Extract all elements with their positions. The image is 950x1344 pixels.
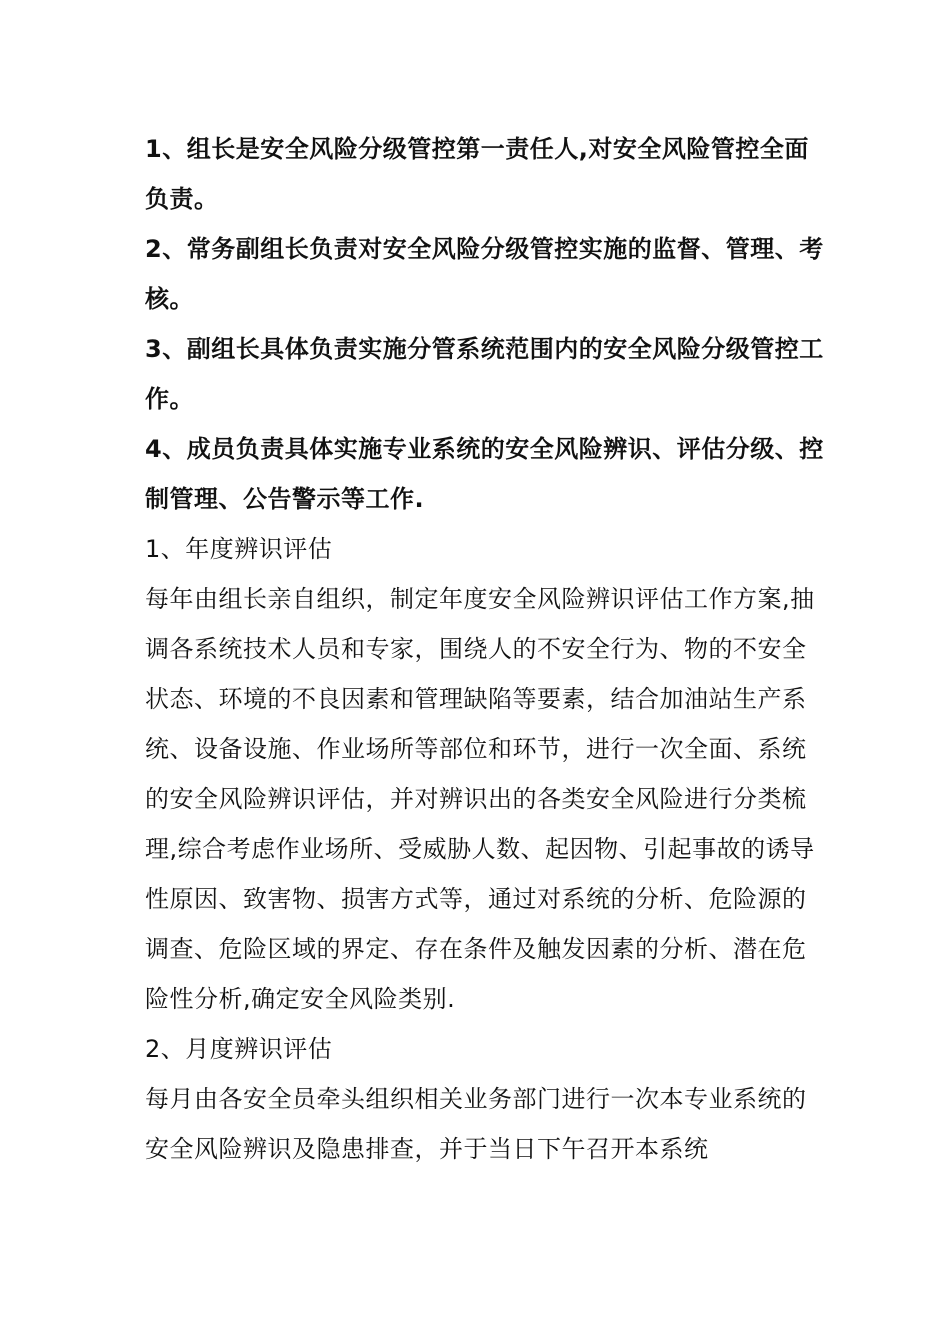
responsibility-item-1: 1、组长是安全风险分级管控第一责任人,对安全风险管控全面负责。	[145, 135, 809, 213]
annual-assessment-paragraph: 每年由组长亲自组织，制定年度安全风险辨识评估工作方案,抽调各系统技术人员和专家，围绕人的不安全行为、物的不安全状态、环境的不良因素和管理缺陷等要素，结合加油站生产系统、设备设施、作业场所等部位和环节，进行一次全面、系统的安全风险辨识评估，并对辨识出的各类安全风险进行分类梳理,综合考虑作业场所、受威胁人数、起因物、引起事故的诱导性原因、致害物、损害方式等，通过对系统的分析、危险源的调查、危险区域的界定、存在条件及触发因素的分析、潜在危险性分析,确定安全风险类别.	[145, 585, 815, 1013]
section-heading-monthly: 2、月度辨识评估	[145, 1035, 333, 1063]
responsibility-item-2: 2、常务副组长负责对安全风险分级管控实施的监督、管理、考核。	[145, 235, 824, 313]
document-body	[145, 124, 825, 1174]
responsibility-item-3: 3、副组长具体负责实施分管系统范围内的安全风险分级管控工作。	[145, 335, 824, 413]
responsibility-item-4: 4、成员负责具体实施专业系统的安全风险辨识、评估分级、控制管理、公告警示等工作.	[145, 435, 824, 513]
monthly-assessment-paragraph: 每月由各安全员牵头组织相关业务部门进行一次本专业系统的安全风险辨识及隐患排查，并于当日下午召开本系统	[145, 1085, 807, 1163]
section-heading-annual: 1、年度辨识评估	[145, 535, 333, 563]
